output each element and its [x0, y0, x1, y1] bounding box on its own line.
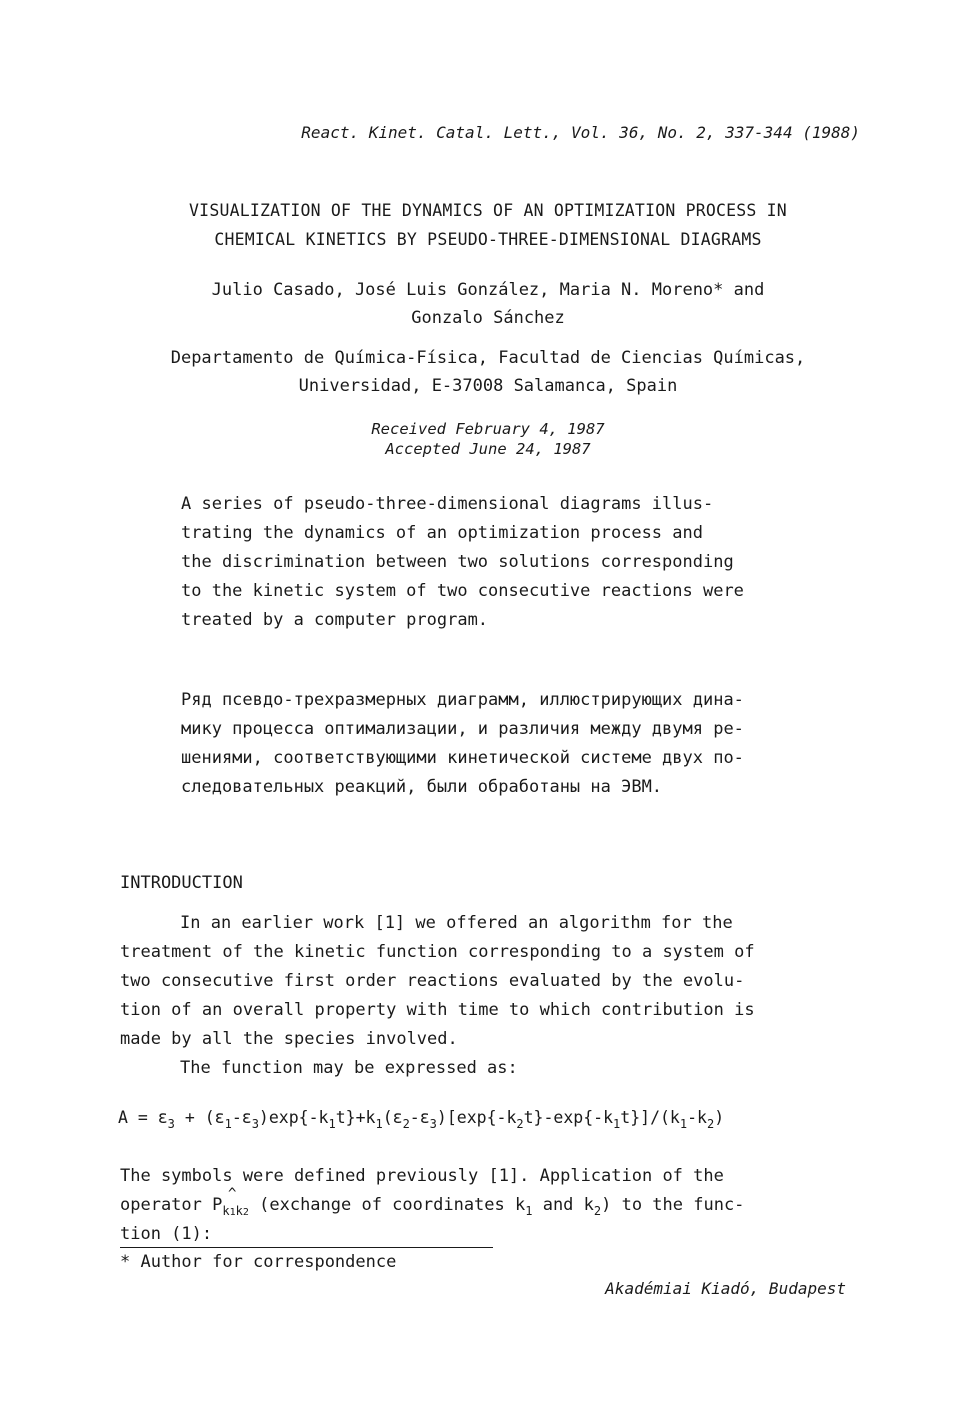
abstract-ru-line: мику процесса оптимализации, и различия между двумя ре- [181, 719, 744, 739]
title-line-1: VISUALIZATION OF THE DYNAMICS OF AN OPTIMIZATION PROCESS IN [189, 201, 787, 220]
body-line: made by all the species involved. [120, 1029, 458, 1049]
abstract-en-line: treated by a computer program. [181, 610, 489, 630]
abstract-en-line: to the kinetic system of two consecutive reactions were [181, 581, 744, 601]
body-line: tion (1): [120, 1224, 213, 1244]
body-line: two consecutive first order reactions evaluated by the evolu- [120, 971, 745, 991]
intro-paragraph-2: The function may be expressed as: [180, 1058, 518, 1078]
journal-reference: React. Kinet. Catal. Lett., Vol. 36, No. 2, 337-344 (1988) [301, 123, 860, 142]
abstract-ru-line: шениями, соответствующими кинетической системе двух по- [181, 748, 744, 768]
body-line: tion of an overall property with time to which contribution is [120, 1000, 755, 1020]
affiliation-line-1: Departamento de Química-Física, Facultad de Ciencias Químicas, [170, 348, 806, 368]
abstract-en-line: trating the dynamics of an optimization process and [181, 523, 703, 543]
section-heading: INTRODUCTION [120, 873, 243, 893]
title-line-2: CHEMICAL KINETICS BY PSEUDO-THREE-DIMENSIONAL DIAGRAMS [214, 230, 762, 249]
accepted-date: Accepted June 24, 1987 [385, 440, 591, 458]
footnote-rule [120, 1247, 493, 1248]
publisher: Akadémiai Kiadó, Budapest [605, 1279, 846, 1298]
body-line: treatment of the kinetic function corresponding to a system of [120, 942, 755, 962]
authors-line-2: Gonzalo Sánchez [411, 308, 565, 328]
body-line: The symbols were defined previously [1]. Application of the [120, 1166, 724, 1186]
operator-hat: ^ [228, 1186, 237, 1202]
abstract-en-line: A series of pseudo-three-dimensional diagrams illus- [181, 494, 714, 514]
authors-line-1: Julio Casado, José Luis González, Maria N. Moreno* and [211, 280, 765, 300]
kinetic-equation: $A = \varepsilon_3 + (\varepsilon_1-\varepsilon_3)\exp\{-k_1t\}+k_1(\varepsilon_2-\varepsilon_3)[\exp\{-k_2t\}-\exp\{-k_1t\}]/(k_1-k_2)$ [118, 1108, 725, 1131]
affiliation-line-2: Universidad, E-37008 Salamanca, Spain [298, 376, 678, 396]
body-line: In an earlier work [1] we offered an algorithm for the [180, 913, 733, 933]
abstract-ru-line: следовательных реакций, были обработаны на ЭВМ. [181, 777, 663, 797]
footnote: * Author for correspondence [120, 1252, 397, 1272]
abstract-en-line: the discrimination between two solutions corresponding [181, 552, 734, 572]
operator-line: operator $P_{k1k2}$ (exchange of coordinates $k_1$ and $k_2$) to the func- [120, 1195, 745, 1218]
received-date: Received February 4, 1987 [371, 420, 605, 438]
abstract-ru-line: Ряд псевдо-трехразмерных диаграмм, иллюстрирующих дина- [181, 690, 744, 710]
